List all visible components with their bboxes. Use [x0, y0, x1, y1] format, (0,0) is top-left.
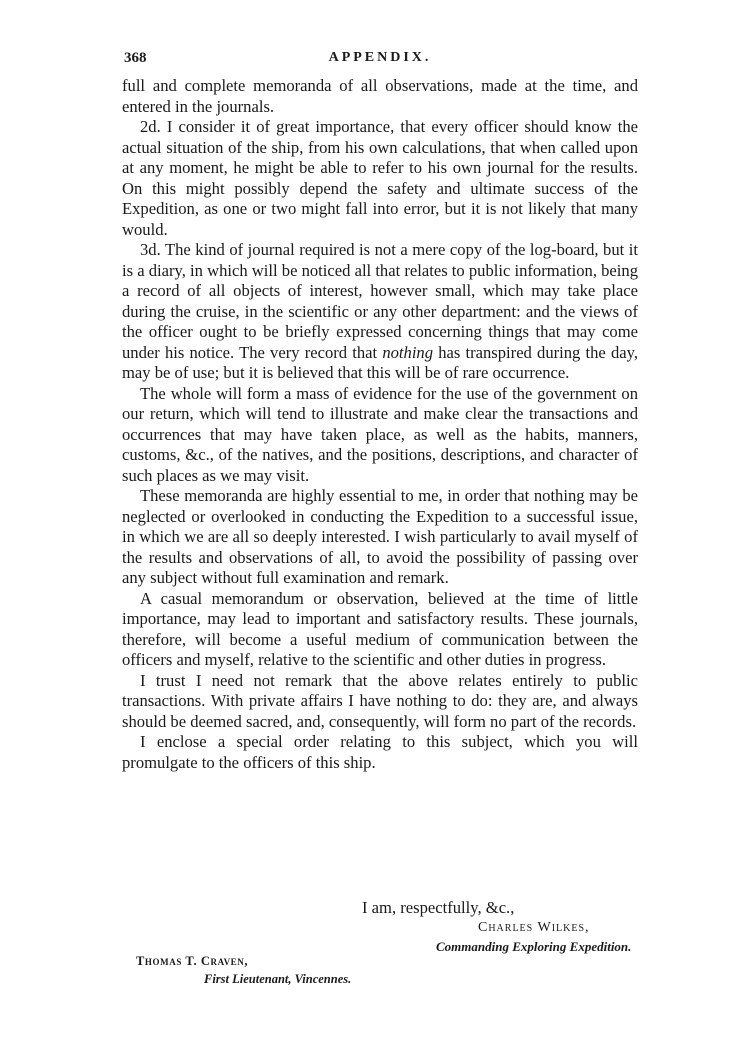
body-text — [122, 76, 638, 773]
running-head: APPENDIX. — [328, 50, 432, 65]
signature-name: Charles Wilkes, — [478, 920, 590, 935]
paragraph-evidence: The whole will form a mass of evidence for the use of the government on our return, which will tend to illustrate and make clear the transactions and occurrences that may have taken place, as well as the habits, manners, customs, &c., of the natives, and the positions, descriptions, and character of such places as we may visit. — [122, 383, 638, 485]
emphasis-nothing: nothing — [382, 342, 434, 362]
paragraph-memoranda: These memoranda are highly essential to me, in order that nothing may be neglected or overlooked in conducting the Expedition to a successful issue, in which we are all so deeply interested. I wish particularly to avail myself of the results and observations of all, to avoid the possibility of passing over any subject without full examination and remark. — [122, 486, 638, 587]
paragraph-2d: 2d. I consider it of great importance, that every officer should know the actual situation of the ship, from his own calculations, that when called upon at any moment, he might be able to refer to his own journal for the results. On this might possibly depend the safety and ultimate success of the Expedition, as one or two might fall into error, but it is not likely that many would. — [122, 117, 638, 239]
paragraph-public: I trust I need not remark that the above relates entirely to public transactions. With private affairs I have nothing to do: they are, and always should be deemed sacred, and, consequently, will form no part of the records. — [122, 670, 638, 731]
addressee-title: First Lieutenant, Vincennes. — [204, 972, 352, 986]
paragraph-enclose: I enclose a special order relating to this subject, which you will promulgate to the officers of this ship. — [122, 732, 638, 772]
paragraph-continuation: full and complete memoranda of all observations, made at the time, and entered in the journals. — [122, 76, 638, 116]
closing-line: I am, respectfully, &c., — [362, 898, 515, 917]
paragraph-3d — [122, 240, 638, 384]
book-page — [122, 50, 638, 986]
page-number: 368 — [124, 50, 147, 66]
paragraph-3d-text: 3d. The kind of journal required is not a mere copy of the log-board, but it is a diary, in which will be noticed all that relates to public information, being a record of all objects of interest, however small, which may take place during the cruise, in the scientific or any other department: and the views of the officer ought to be briefly expressed concerning things that may come under his notice. The very record that nothing has transpired during the day, may be of use; but it is believed that this will be of rare occurrence. — [122, 240, 638, 382]
paragraph-casual: A casual memorandum or observation, believed at the time of little importance, may lead to important and satisfactory results. These journals, therefore, will become a useful medium of communication between the officers and myself, relative to the scientific and other duties in progress. — [122, 588, 638, 669]
addressee-name: Thomas T. Craven, — [136, 954, 249, 968]
page-header — [122, 50, 638, 76]
signature-title: Commanding Exploring Expedition. — [436, 939, 632, 954]
